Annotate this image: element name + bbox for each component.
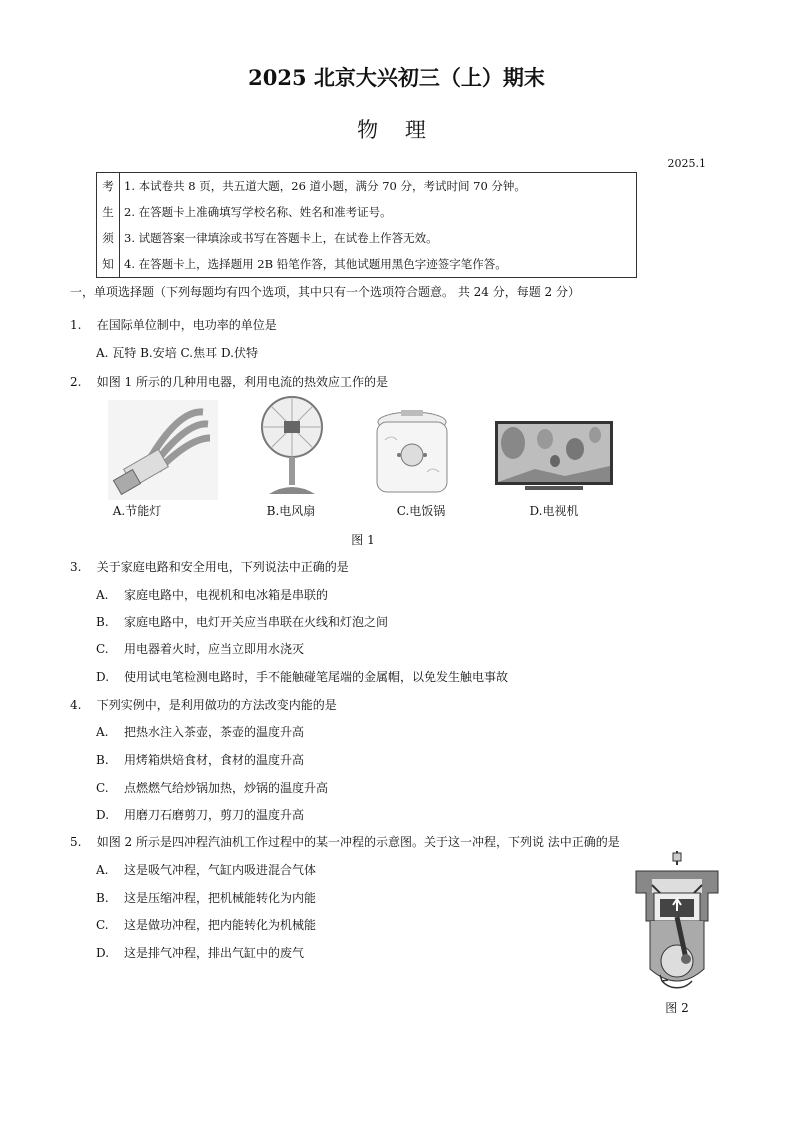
question-1 <box>70 316 277 333</box>
option: D. 这是排气冲程，排出气缸中的废气 <box>96 946 305 960</box>
question-2 <box>70 373 388 390</box>
question-3 <box>70 558 349 575</box>
figure-1-caption: 图 1 <box>351 533 375 547</box>
option: B. 用烤箱烘焙食材，食材的温度升高 <box>96 753 305 767</box>
option: D. 使用试电笔检测电路时，手不能触碰笔尾端的金属帽，以免发生触电事故 <box>96 670 509 684</box>
subject-title: 物 理 <box>357 118 436 142</box>
option: C. 用电器着火时，应当立即用水浇灭 <box>96 642 305 656</box>
option: A. 把热水注入茶壶，茶壶的温度升高 <box>96 725 305 739</box>
option: B. 这是压缩冲程，把机械能转化为内能 <box>96 891 317 905</box>
question-stem: 如图 2 所示是四冲程汽油机工作过程中的某一冲程的示意图。关于这一冲程，下列说 法中正确的是 <box>96 835 620 849</box>
question-stem: 在国际单位制中，电功率的单位是 <box>96 318 277 332</box>
question-number: 1. <box>70 318 82 332</box>
caption-a: A.节能灯 <box>112 504 162 518</box>
electric-fan-image <box>257 394 327 500</box>
question-5 <box>70 833 620 850</box>
energy-saving-lamp-image <box>108 400 218 500</box>
question-number: 2. <box>70 375 82 389</box>
figure-2-caption: 图 2 <box>665 1001 689 1015</box>
option: C. 点燃燃气给炒锅加热，炒锅的温度升高 <box>96 781 329 795</box>
notice-char: 知 <box>97 251 120 278</box>
notice-item: 1. 本试卷共 8 页，共五道大题，26 道小题，满分 70 分，考试时间 70 分钟。 <box>120 173 637 200</box>
option: A. 家庭电路中，电视机和电冰箱是串联的 <box>96 588 329 602</box>
caption-c: C.电饭锅 <box>396 504 446 518</box>
caption-d: D.电视机 <box>529 504 579 518</box>
rice-cooker-image <box>371 410 453 500</box>
question-stem: 下列实例中，是利用做功的方法改变内能的是 <box>96 698 337 712</box>
notice-item: 3. 试题答案一律填涂或书写在答题卡上，在试卷上作答无效。 <box>120 225 637 251</box>
section-heading: 一，单项选择题（下列每题均有四个选项，其中只有一个选项符合题意。 共 24 分，每题 2 分） <box>70 285 580 299</box>
exam-title: 2025 北京大兴初三（上）期末 <box>248 65 545 90</box>
notice-item: 2. 在答题卡上准确填写学校名称、姓名和准考证号。 <box>120 199 637 225</box>
exam-date: 2025.1 <box>667 157 706 170</box>
question-4 <box>70 696 337 713</box>
television-image <box>495 421 613 493</box>
engine-cylinder-diagram <box>632 851 722 1001</box>
notice-item: 4. 在答题卡上，选择题用 2B 铅笔作答，其他试题用黑色字迹签字笔作答。 <box>120 251 637 278</box>
notice-table <box>96 172 637 278</box>
caption-b: B.电风扇 <box>266 504 316 518</box>
question-stem: 关于家庭电路和安全用电，下列说法中正确的是 <box>96 560 349 574</box>
question-number: 3. <box>70 560 82 574</box>
question-stem: 如图 1 所示的几种用电器，利用电流的热效应工作的是 <box>96 375 388 389</box>
option: C. 这是做功冲程，把内能转化为机械能 <box>96 918 317 932</box>
notice-char: 考 <box>97 173 120 200</box>
option: A. 这是吸气冲程，气缸内吸进混合气体 <box>96 863 317 877</box>
question-number: 5. <box>70 835 82 849</box>
notice-char: 须 <box>97 225 120 251</box>
option: B. 家庭电路中，电灯开关应当串联在火线和灯泡之间 <box>96 615 389 629</box>
q1-options: A. 瓦特 B.安培 C.焦耳 D.伏特 <box>96 346 258 360</box>
question-number: 4. <box>70 698 82 712</box>
option: D. 用磨刀石磨剪刀，剪刀的温度升高 <box>96 808 305 822</box>
notice-char: 生 <box>97 199 120 225</box>
